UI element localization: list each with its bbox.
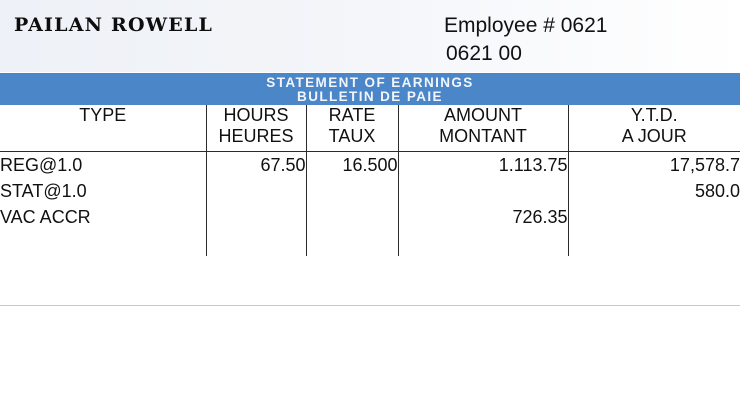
document-header bbox=[0, 0, 740, 73]
employee-number-block bbox=[444, 12, 607, 68]
column-header-ytd-en: Y.T.D. bbox=[630, 105, 678, 125]
filler-cell bbox=[398, 230, 568, 256]
row-ytd: 580.0 bbox=[568, 178, 740, 204]
column-header-rate-fr: TAUX bbox=[328, 126, 376, 146]
filler-cell bbox=[0, 230, 206, 256]
table-header-row bbox=[0, 105, 740, 152]
filler-cell bbox=[568, 230, 740, 256]
column-header-type bbox=[0, 105, 206, 152]
row-amount: 726.35 bbox=[398, 204, 568, 230]
table-row bbox=[0, 178, 740, 204]
row-hours bbox=[206, 204, 306, 230]
column-header-ytd-fr: A JOUR bbox=[621, 126, 687, 146]
row-ytd bbox=[568, 204, 740, 230]
row-type: STAT@1.0 bbox=[0, 181, 87, 201]
table-filler-row bbox=[0, 230, 740, 256]
employee-sub-number: 0621 00 bbox=[446, 42, 522, 65]
banner-title-fr: BULLETIN DE PAIE bbox=[297, 89, 443, 104]
filler-cell bbox=[206, 230, 306, 256]
column-header-ytd bbox=[568, 105, 740, 152]
employee-number: Employee # 0621 bbox=[444, 14, 608, 37]
column-header-amount-en: AMOUNT bbox=[444, 105, 522, 125]
filler-cell bbox=[306, 230, 398, 256]
column-header-rate bbox=[306, 105, 398, 152]
column-header-type-en: TYPE bbox=[79, 105, 127, 125]
table-row bbox=[0, 204, 740, 230]
table-row bbox=[0, 152, 740, 179]
row-hours bbox=[206, 178, 306, 204]
column-header-amount bbox=[398, 105, 568, 152]
column-header-hours bbox=[206, 105, 306, 152]
row-amount: 1.113.75 bbox=[398, 152, 568, 179]
column-header-hours-fr: HEURES bbox=[218, 126, 294, 146]
column-header-amount-fr: MONTANT bbox=[439, 126, 527, 146]
earnings-table-wrapper bbox=[0, 105, 740, 306]
row-amount bbox=[398, 178, 568, 204]
column-header-rate-en: RATE bbox=[328, 105, 376, 125]
row-type: REG@1.0 bbox=[0, 155, 83, 175]
earnings-table bbox=[0, 105, 740, 256]
document-blank-area bbox=[0, 306, 740, 416]
row-rate bbox=[306, 204, 398, 230]
row-ytd: 17,578.7 bbox=[568, 152, 740, 179]
row-type: VAC ACCR bbox=[0, 207, 91, 227]
column-header-hours-en: HOURS bbox=[223, 105, 289, 125]
row-rate bbox=[306, 178, 398, 204]
row-rate: 16.500 bbox=[306, 152, 398, 179]
banner-title-en: STATEMENT OF EARNINGS bbox=[266, 75, 474, 90]
row-hours: 67.50 bbox=[206, 152, 306, 179]
statement-banner bbox=[0, 73, 740, 105]
employee-name: PAILAN ROWELL bbox=[14, 14, 214, 36]
